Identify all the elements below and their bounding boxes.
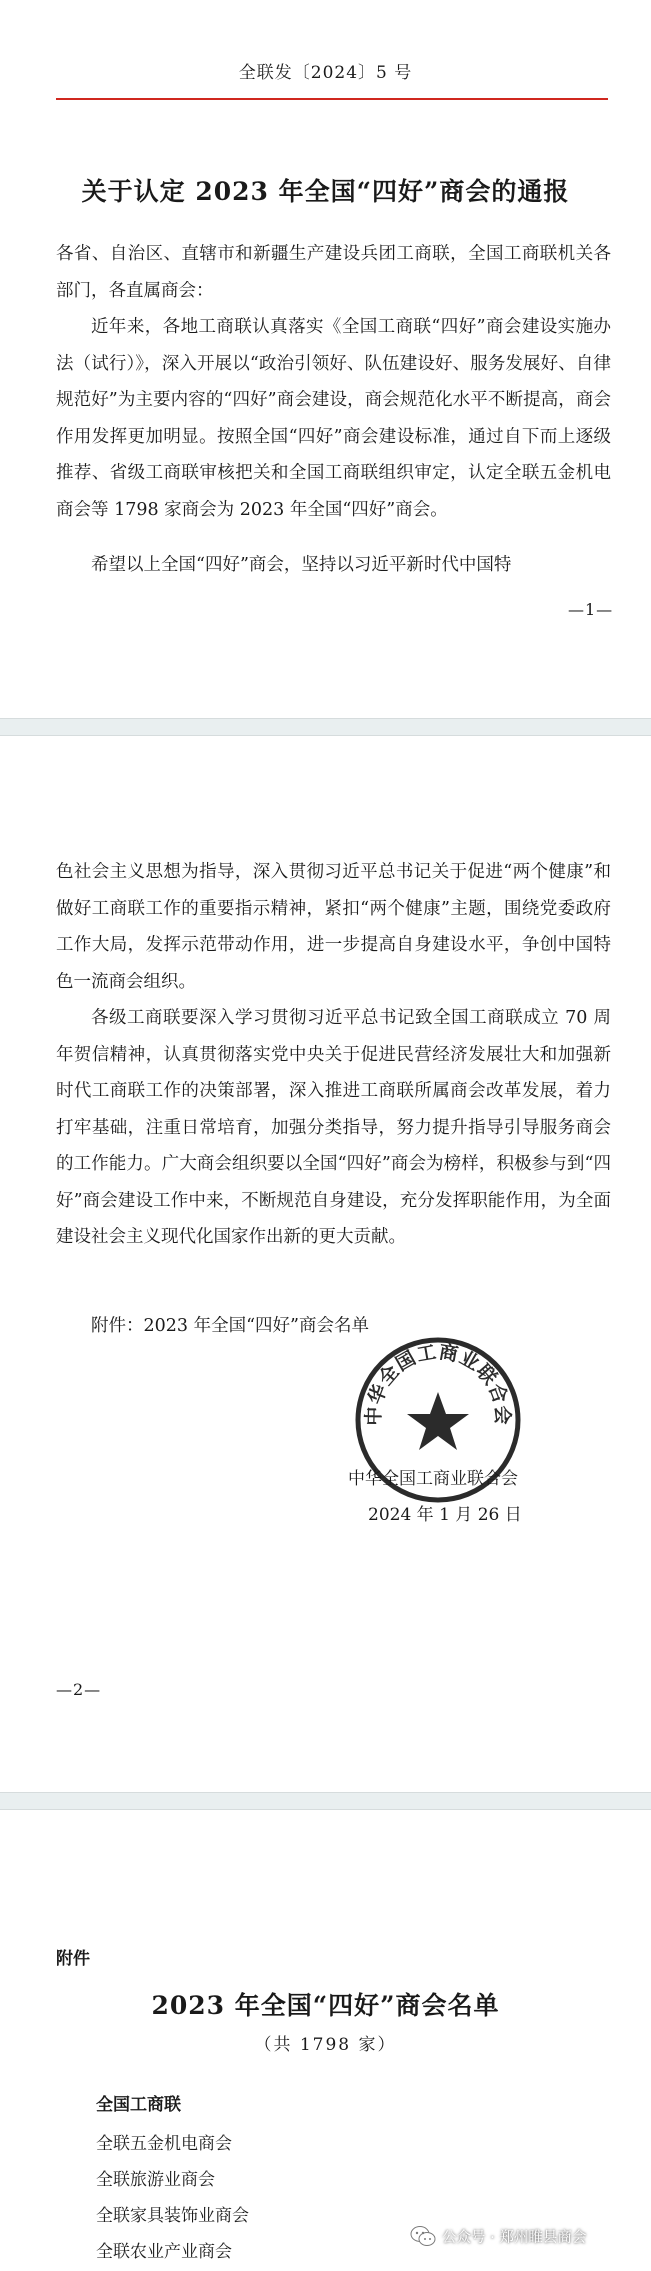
list-item: 全联农业产业商会	[96, 2242, 232, 2262]
body-paragraph-2-continued: 色社会主义思想为指导，深入贯彻习近平总书记关于促进“两个健康”和做好工商联工作的重要指示精神，紧扣“两个健康”主题，围绕党委政府工作大局，发挥示范带动作用，进一步提高自身建设水平，争创中国特色一流商会组织。	[56, 862, 611, 992]
list-item: 全联家具装饰业商会	[96, 2206, 249, 2226]
watermark-text: 公众号 · 郑州睢县商会	[442, 2229, 587, 2246]
list-item: 全联旅游业商会	[96, 2170, 215, 2190]
seal-text: 中华全国工商业联合会	[362, 1341, 514, 1426]
wechat-watermark	[410, 2222, 586, 2250]
document-number: 全联发〔2024〕5 号	[238, 63, 413, 83]
page-separator	[0, 1792, 651, 1810]
page-number-2: —2—	[56, 1680, 102, 1699]
body-paragraph-2-start: 希望以上全国“四好”商会，坚持以习近平新时代中国特	[91, 555, 512, 575]
wechat-icon	[410, 2224, 436, 2248]
body-paragraph-3: 各级工商联要深入学习贯彻习近平总书记致全国工商联成立 70 周年贺信精神，认真贯彻落实党中央关于促进民营经济发展壮大和加强新时代工商联工作的决策部署，深入推进工商联所属商会改革发展，着力打牢基础，注重日常培育，加强分类指导，努力提升指导引导服务商会的工作能力。广大商会组织要以全国“四好”商会为榜样，积极参与到“四好”商会建设工作中来，不断规范自身建设，充分发挥职能作用，为全面建设社会主义现代化国家作出新的更大贡献。	[56, 1008, 611, 1247]
attachment-note: 附件：2023 年全国“四好”商会名单	[91, 1316, 369, 1336]
annex-count: （共 1798 家）	[254, 2035, 397, 2055]
body-paragraph-1: 近年来，各地工商联认真落实《全国工商联“四好”商会建设实施办法（试行）》，深入开展以“政治引领好、队伍建设好、服务发展好、自律规范好”为主要内容的“四好”商会建设，商会规范化水平不断提高，商会作用发挥更加明显。按照全国“四好”商会建设标准，通过自下而上逐级推荐、省级工商联审核把关和全国工商联组织审定，认定全联五金机电商会等 1798 家商会为 2023 年全国“四好”商会。	[56, 317, 611, 520]
red-header-rule	[56, 98, 608, 100]
addressee-line: 各省、自治区、直辖市和新疆生产建设兵团工商联，全国工商联机关各部门，各直属商会：	[56, 244, 611, 301]
page-number-1: —1—	[568, 600, 614, 619]
list-item: 全联五金机电商会	[96, 2134, 232, 2154]
chamber-list	[96, 2126, 249, 2270]
document-page-1	[0, 0, 651, 718]
document-title: 关于认定 2023 年全国“四好”商会的通报	[81, 177, 570, 206]
page-separator	[0, 718, 651, 736]
document-page-2	[0, 736, 651, 1792]
issuer-name: 中华全国工商业联合会	[348, 1469, 518, 1489]
annex-label: 附件	[56, 1949, 90, 1969]
issue-date: 2024 年 1 月 26 日	[368, 1505, 522, 1525]
document-page-3	[0, 1810, 651, 2271]
section-heading: 全国工商联	[96, 2095, 181, 2115]
annex-title: 2023 年全国“四好”商会名单	[151, 1991, 500, 2020]
